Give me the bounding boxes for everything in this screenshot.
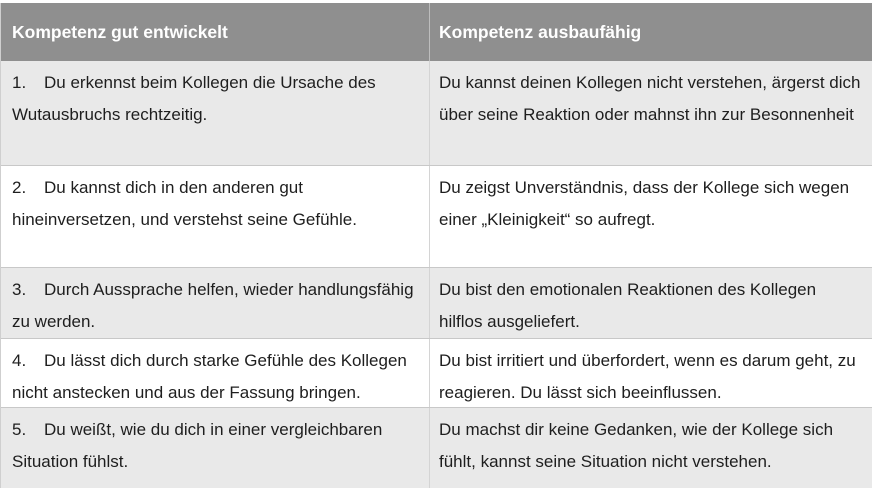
cell-good: [1, 166, 429, 267]
header-good-competence: Kompetenz gut entwickelt: [12, 22, 228, 42]
row-number: 2.: [12, 178, 27, 197]
cell-improve: Du bist irritiert und überfordert, wenn es darum geht, zu reagieren. Du lässt sich beeinflussen.: [439, 351, 856, 402]
table-row: [1, 267, 872, 338]
table-row: [1, 407, 872, 488]
cell-good-text: Durch Aussprache helfen, wieder handlungsfähig zu werden.: [12, 280, 414, 331]
cell-improve: Du zeigst Unverständnis, dass der Kollege sich wegen einer „Kleinigkeit“ so aufregt.: [439, 178, 850, 229]
cell-good-text: Du kannst dich in den anderen gut hineinversetzen, und verstehst seine Gefühle.: [12, 178, 357, 229]
cell-improve: Du machst dir keine Gedanken, wie der Kollege sich fühlt, kannst seine Situation nicht verstehen.: [439, 420, 834, 471]
column-divider: [429, 166, 430, 267]
column-divider: [429, 3, 430, 61]
cell-good: [1, 268, 429, 338]
competence-table: [0, 3, 872, 488]
column-divider: [429, 408, 430, 488]
cell-improve: Du kannst deinen Kollegen nicht verstehen, ärgerst dich über seine Reaktion oder mahnst ihn zur Besonnenheit: [439, 73, 861, 124]
cell-improve: Du bist den emotionalen Reaktionen des Kollegen hilflos ausgeliefert.: [439, 280, 817, 331]
row-number: 3.: [12, 280, 27, 299]
cell-good-text: Du weißt, wie du dich in einer vergleichbaren Situation fühlst.: [12, 420, 383, 471]
table-row: [1, 165, 872, 267]
cell-good: [1, 408, 429, 488]
table-row: [1, 338, 872, 407]
table-row: [1, 61, 872, 165]
cell-good: [1, 339, 429, 407]
row-number: 1.: [12, 73, 27, 92]
cell-good-text: Du lässt dich durch starke Gefühle des Kollegen nicht anstecken und aus der Fassung bringen.: [12, 351, 407, 402]
column-divider: [429, 268, 430, 338]
cell-good-text: Du erkennst beim Kollegen die Ursache des Wutausbruchs rechtzeitig.: [12, 73, 376, 124]
column-divider: [429, 61, 430, 165]
table-header-row: [1, 3, 872, 61]
cell-good: [1, 61, 429, 165]
header-improvable-competence: Kompetenz ausbaufähig: [439, 22, 642, 42]
row-number: 5.: [12, 420, 27, 439]
row-number: 4.: [12, 351, 27, 370]
column-divider: [429, 339, 430, 407]
